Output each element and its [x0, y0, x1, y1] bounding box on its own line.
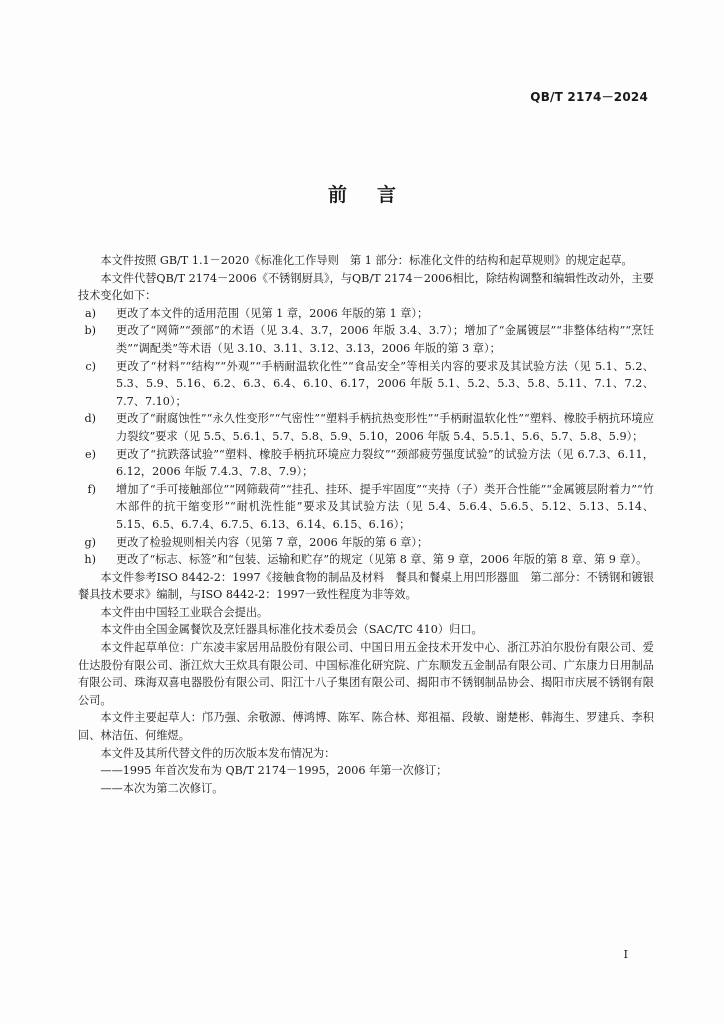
change-marker: c): [85, 359, 96, 373]
history-item: ——本次为第二次修订。: [100, 781, 224, 795]
change-text: 更改了“耐腐蚀性”“永久性变形”“气密性”“塑料手柄抗热变形性”“手柄耐温软化性”“塑料、橡胶手柄抗环境应力裂纹”要求（见 5.5、5.6.1、5.7、5.8、5.9、5.10，2006 年版 5.4、5.5.1、5.6、5.7、5.8、5.9）；: [116, 412, 654, 443]
change-text: 更改了本文件的适用范围（见第 1 章，2006 年版的第 1 章）；: [116, 306, 429, 320]
change-item: [78, 305, 654, 323]
change-item: [78, 534, 654, 552]
change-item: [78, 410, 654, 445]
paragraph-drafters: 本文件主要起草人：邝乃强、余敬源、傅鸿博、陈军、陈合林、郑祖福、段敏、谢楚彬、韩海生、罗建兵、李积回、林洁伍、何维煜。: [78, 711, 654, 743]
change-text: 增加了“手可接触部位”“网筛载荷”“挂孔、挂环、提手牢固度”“夹持（子）类开合性能”“金属镀层附着力”“竹木部件的抗干缩变形”“耐机洗性能”要求及其试验方法（见 5.4、5.6.4、5.6.5、5.12、5.13、5.14、5.15、6.5、6.7.4、6.7.5、6.13、6.14、6.15、6.16）；: [116, 482, 654, 531]
change-text: 更改了检验规则相关内容（见第 7 章，2006 年版的第 6 章）；: [116, 535, 429, 549]
change-text: 更改了“网筛”“颈部”的术语（见 3.4、3.7，2006 年版 3.4、3.7）；增加了“金属镀层”“非整体结构”“烹饪类”“调配类”等术语（见 3.10、3.11、3.12、3.13，2006 年版的第 3 章）；: [116, 324, 654, 355]
paragraph-proposed-by: 本文件由中国轻工业联合会提出。: [100, 605, 269, 619]
change-marker: d): [84, 412, 96, 426]
title-char-2: 言: [377, 184, 397, 206]
foreword-body: [78, 252, 654, 797]
change-text: 更改了“抗跌落试验”“塑料、橡胶手柄抗环境应力裂纹”“颈部疲劳强度试验”的试验方法（见 6.7.3、6.11，6.12，2006 年版 7.4.3、7.8、7.9）；: [116, 447, 654, 479]
page-number: I: [623, 948, 628, 961]
change-item: [78, 446, 654, 481]
change-marker: g): [84, 535, 96, 549]
page-title: [0, 180, 724, 207]
change-text: 更改了“材料”“结构”“外观”“手柄耐温软化性”“食品安全”等相关内容的要求及其试验方法（见 5.1、5.2、5.3、5.9、5.16、6.2、6.3、6.4、6.10、6.17，2006 年版 5.1、5.2、5.3、5.8、5.11、7.1、7.2、7.7、7.10）；: [116, 359, 654, 408]
change-text: 更改了“标志、标签”和“包装、运输和贮存”的规定（见第 8 章、第 9 章，2006 年版的第 8 章、第 9 章）。: [116, 553, 648, 567]
change-item: [78, 481, 654, 534]
change-item: [78, 551, 654, 569]
history-item: ——1995 年首次发布为 QB/T 2174－1995，2006 年第一次修订；: [100, 764, 448, 778]
change-marker: h): [84, 553, 96, 567]
standard-number: QB/T 2174－2024: [530, 90, 648, 104]
change-item: [78, 322, 654, 357]
paragraph-under-jurisdiction: 本文件由全国金属餐饮及烹饪器具标准化技术委员会（SAC/TC 410）归口。: [100, 623, 483, 637]
changes-list: [78, 305, 654, 569]
change-item: [78, 358, 654, 411]
change-marker: e): [85, 447, 96, 461]
change-marker: f): [87, 482, 96, 496]
paragraph-drafting-rules: 本文件按照 GB/T 1.1－2020《标准化工作导则 第 1 部分：标准化文件的结构和起草规则》的规定起草。: [100, 254, 633, 267]
title-char-1: 前: [327, 184, 347, 206]
paragraph-drafting-units: 本文件起草单位：广东凌丰家居用品股份有限公司、中国日用五金技术开发中心、浙江苏泊尔股份有限公司、爱仕达股份有限公司、浙江炊大王炊具有限公司、中国标准化研究院、广东顺发五金制品有限公司、广东康力日用制品有限公司、珠海双喜电器股份有限公司、阳江十八子集团有限公司、揭阳市不锈钢制品协会、揭阳市庆展不锈钢有限公司。: [78, 641, 654, 707]
paragraph-replaces: 本文件代替QB/T 2174－2006《不锈钢厨具》，与QB/T 2174－2006相比，除结构调整和编辑性改动外，主要技术变化如下：: [78, 271, 654, 303]
paragraph-reference-iso: 本文件参考ISO 8442-2：1997《接触食物的制品及材料 餐具和餐桌上用凹形器皿 第二部分：不锈钢和镀银餐具技术要求》编制，与ISO 8442-2：1997一致性程度为非等效。: [78, 570, 654, 602]
change-marker: b): [84, 324, 96, 338]
change-marker: a): [84, 306, 96, 320]
paragraph-history-intro: 本文件及其所代替文件的历次版本发布情况为：: [100, 746, 336, 760]
